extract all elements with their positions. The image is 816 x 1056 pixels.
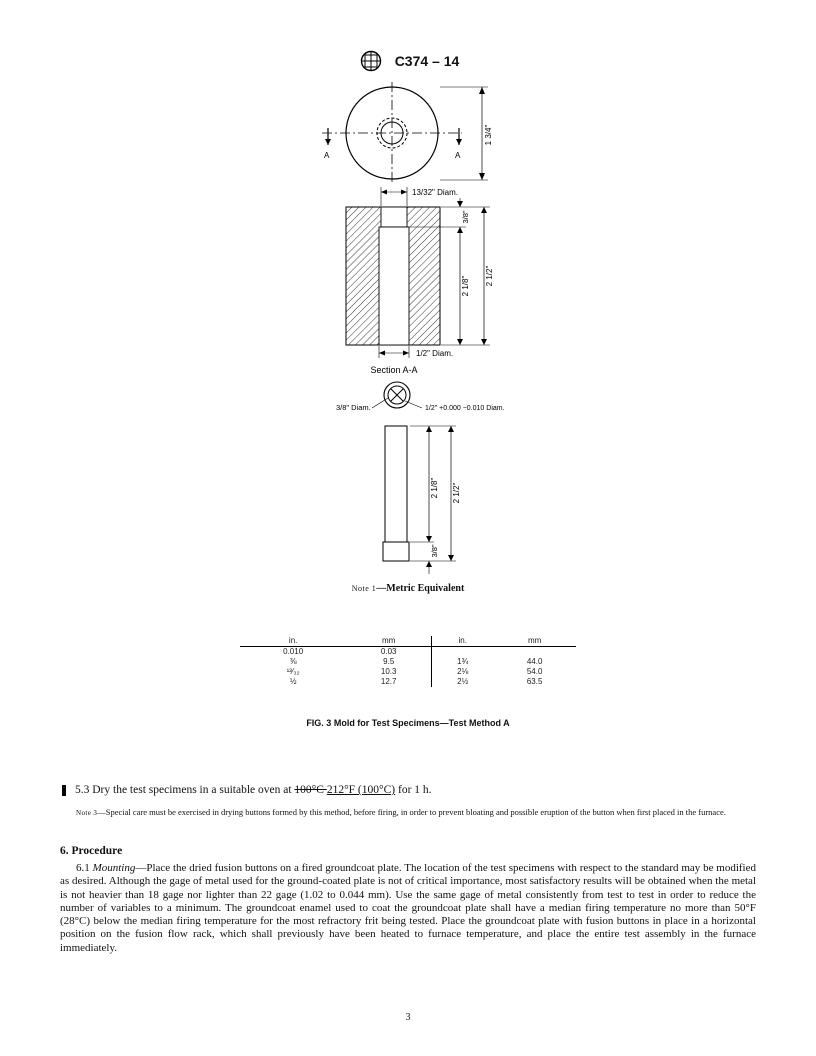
table-cell: 12.7 [346,677,431,687]
note-3-label: Note 3 [76,809,98,817]
table-cell [493,647,576,658]
table-cell: ½ [289,677,297,686]
table-cell: 1¾ [457,657,469,666]
total-height-dim: 2 1/2" [485,265,494,287]
metric-equivalent-table [240,636,576,687]
note-1-label: Note 1 [351,584,377,593]
header-in-2: in. [432,636,494,647]
table-row [240,657,576,667]
standard-code: C374 – 14 [394,53,460,69]
top-depth-dim: 3/8" [461,210,470,224]
pin-total-dim: 2 1/2" [452,482,461,504]
section-heading: 6. Procedure [60,845,123,857]
table-row [240,667,576,677]
paragraph-5-3 [75,784,432,796]
table-cell: 10.3 [346,667,431,677]
note-3 [60,806,756,819]
para-5-3-deleted: 100°C [294,784,327,796]
inner-depth-dim: 2 1/8" [461,275,470,297]
page-number: 3 [405,1012,411,1023]
table-header-row [240,636,576,647]
pin-view [336,382,505,574]
table-cell: 2½ [457,677,469,686]
pin-long-dim: 2 1/8" [430,477,439,499]
section-view [346,187,494,375]
header-mm-2: mm [493,636,576,647]
section-label-a-left: A [324,151,330,160]
note-3-text: —Special care must be exercised in drying buttons formed by this method, before firing, in order to prevent bloating and possible eruption of the button when first placed in the furnace. [97,807,726,817]
table-cell: 54.0 [526,667,543,676]
section-label: Section A-A [370,365,418,375]
pin-foot-dim: 3/8" [430,544,439,558]
table-cell: 63.5 [526,677,543,686]
table-cell: ¹³⁄₃₂ [286,667,300,676]
revision-change-bar [62,785,66,796]
paragraph-6-1 [60,862,756,955]
para-6-1-text: —Place the dried fusion buttons on a fired groundcoat plate. The location of the test specimens with respect to the standard may be modified as desired. Although the gage of metal used for the ground-coated plate is not of critical importance, most satisfactory results will be obtained when the metal is not heavier than 18 gage nor lighter than 22 gage (1.02 to 0.044 mm). Use the same gage of metal consistently from test to test in order to reduce the number of variables to a minimum. The groundcoat enamel used to coat the groundcoat plate shall have a median firing temperature no more than 50°F (28°C) below the median firing temperature for the most refractory frit being tested. Place the groundcoat plate with fusion buttons in place in a horizontal position on the fusion flow rack, which shall previously have been heated to furnace temperature, and place the entire test assembly in the furnace immediately. [60,862,756,954]
header-mm-1: mm [346,636,431,647]
table-row [240,677,576,687]
table-cell: 44.0 [526,657,543,666]
para-5-3-inserted: 212°F (100°C) [326,784,396,796]
para-5-3-prefix: 5.3 Dry the test specimens in a suitable oven at [75,784,295,796]
table-cell: 2⅛ [457,667,469,676]
header-in-1: in. [240,636,346,647]
diameter-dim-label: 1 3/4" [484,124,493,146]
figure-caption: FIG. 3 Mold for Test Specimens—Test Method A [306,718,510,728]
bottom-hole-dim: 1/2" Diam. [416,349,454,358]
para-6-1-title: Mounting [92,862,136,874]
table-cell: 0.03 [346,647,431,658]
pin-top-right-dim: 1/2" +0.000 −0.010 Diam. [425,405,505,412]
table-cell: 0.010 [283,647,304,656]
top-hole-dim: 13/32" Diam. [412,188,458,197]
para-6-1-number: 6.1 [76,862,93,874]
table-cell [432,647,494,658]
table-cell: ⅜ [289,657,297,666]
para-5-3-suffix: for 1 h. [395,784,432,796]
top-view [322,82,493,184]
table-row [240,647,576,658]
table-cell: 9.5 [346,657,431,667]
note-1-text: —Metric Equivalent [376,583,465,594]
section-label-a-right: A [455,151,461,160]
note-1 [0,583,816,594]
pin-top-left-dim: 3/8" Diam. [336,403,371,412]
